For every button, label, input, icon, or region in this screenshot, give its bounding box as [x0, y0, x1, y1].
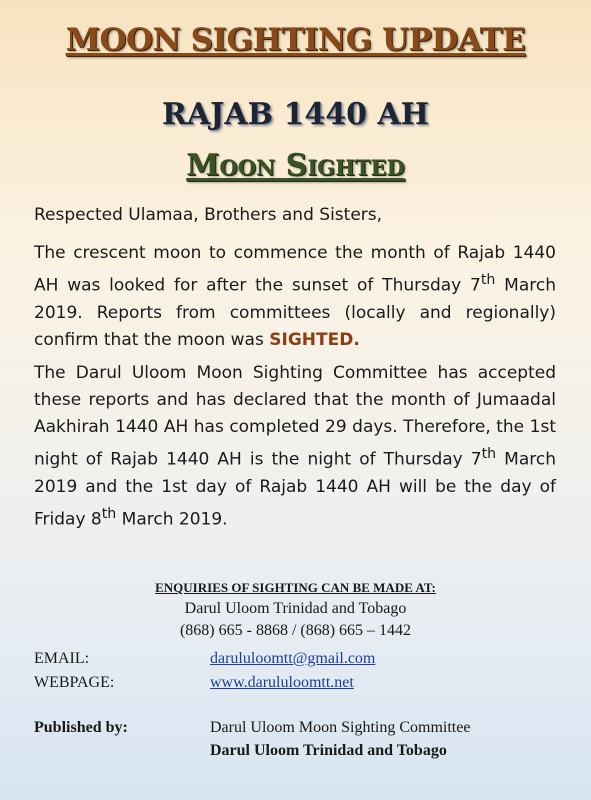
status-heading: Moon Sighted	[186, 148, 405, 183]
email-link[interactable]: darululoomtt@gmail.com	[210, 650, 376, 667]
enquiries-phone: (868) 665 - 8868 / (868) 665 – 1442	[179, 622, 412, 639]
para2-text-b: March 2019 and the 1st day of Rajab 1440 AH will be the day of Friday 8	[34, 449, 557, 530]
webpage-label: WEBPAGE:	[34, 674, 115, 691]
para2-text-a: The Darul Uloom Moon Sighting Committee has accepted these reports and has declared that the month of Jumaadal Aakhirah 1440 AH has completed 29 days. Therefore, the 1st night of Rajab 1440 AH is the night of Thursday 7	[34, 363, 556, 470]
greeting: Respected Ulamaa, Brothers and Sisters,	[34, 205, 383, 225]
published-by-label: Published by:	[34, 719, 128, 736]
email-row	[210, 650, 375, 668]
webpage-row	[210, 674, 354, 692]
title-moon-sighting-update: MOON SIGHTING UPDATE	[65, 22, 526, 58]
para2-sup1: th	[481, 446, 497, 462]
para1-sup: th	[480, 272, 496, 288]
para2-sup2: th	[101, 505, 117, 522]
paragraph-announcement	[34, 240, 556, 354]
publisher-committee: Darul Uloom Moon Sighting Committee	[210, 719, 471, 736]
para1-text-a: The crescent moon to commence the month of Rajab 1440 AH was looked for after the sunset of Thursday 7	[34, 243, 556, 296]
para2-text-c: March 2019.	[116, 509, 228, 530]
month-heading: RAJAB 1440 AH	[161, 97, 430, 132]
sighted-highlight: SIGHTED.	[269, 329, 360, 350]
email-label: EMAIL:	[34, 650, 90, 667]
paragraph-declaration	[34, 360, 556, 533]
webpage-link[interactable]: www.darululoomtt.net	[210, 674, 354, 691]
publisher-organization: Darul Uloom Trinidad and Tobago	[210, 742, 447, 759]
enquiries-organization: Darul Uloom Trinidad and Tobago	[184, 600, 407, 617]
enquiries-title: ENQUIRIES OF SIGHTING CAN BE MADE AT:	[155, 580, 436, 595]
para1-text-b: March 2019. Reports from committees (locally and regionally) confirm that the moon was	[34, 275, 556, 350]
